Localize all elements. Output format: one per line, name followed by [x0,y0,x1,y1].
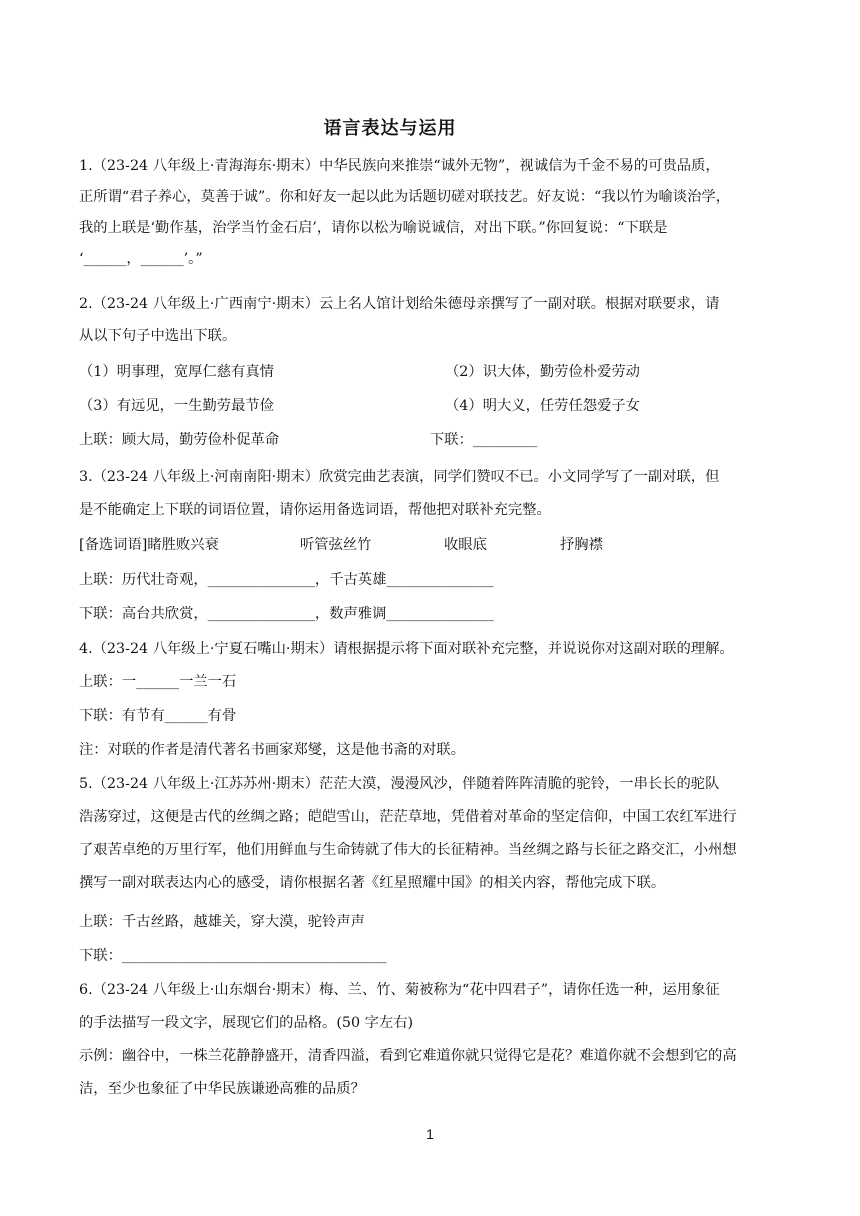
q5-line-3: 了艰苦卓绝的万里行军，他们用鲜血与生命铸就了伟大的长征精神。当丝绸之路与长征之路交汇，小州想 [79,842,737,858]
q3-word-2: 听管弦丝竹 [300,537,372,553]
q4-upper-couplet: 上联：一______一兰一石 [79,674,237,690]
q2-line-1: 2.（23-24 八年级上·广西南宁·期末）云上名人馆计划给朱德母亲撰写了一副对联。根据对联要求，请 [79,296,720,312]
q5-line-1: 5.（23-24 八年级上·江苏苏州·期末）茫茫大漠，漫漫风沙，伴随着阵阵清脆的驼铃，一串长长的驼队 [79,776,720,792]
q5-line-2: 浩荡穿过，这便是古代的丝绸之路；皑皑雪山，茫茫草地，凭借着对革命的坚定信仰，中国工农红军进行 [79,809,737,825]
q1-line-4: ‘______，______’。” [79,251,203,267]
q3-upper-couplet: 上联：历代壮奇观，_______________，千古英雄_______________ [79,572,494,588]
q3-line-1: 3.（23-24 八年级上·河南南阳·期末）欣赏完曲艺表演，同学们赞叹不已。小文同学写了一副对联，但 [79,469,720,485]
q5-line-4: 撰写一副对联表达内心的感受，请你根据名著《红星照耀中国》的相关内容，帮他完成下联。 [79,875,666,891]
q2-upper-couplet: 上联：顾大局，勤劳俭朴促革命 [79,432,280,448]
q5-lower-couplet: 下联：_____________________________________ [79,948,387,964]
q1-line-1: 1.（23-24 八年级上·青海海东·期末）中华民族向来推崇“诚外无物”，视诚信为千金不易的可贵品质， [79,158,720,174]
q6-line-1: 6.（23-24 八年级上·山东烟台·期末）梅、兰、竹、菊被称为“花中四君子”，请你任选一种，运用象征 [79,982,720,998]
q3-word-4: 抒胸襟 [560,537,603,553]
q3-lower-couplet: 下联：高台共欣赏，_______________，数声雅调_______________ [79,606,494,622]
q3-word-1: [备选词语]睹胜败兴衰 [79,537,219,553]
q2-option-1: （1）明事理，宽厚仁慈有真情 [79,364,274,380]
q6-example-line-1: 示例：幽谷中，一株兰花静静盛开，清香四溢，看到它难道你就只觉得它是花？难道你就不会想到它的高 [79,1048,737,1064]
q3-line-2: 是不能确定上下联的词语位置，请你运用备选词语，帮他把对联补充完整。 [79,502,551,518]
q2-option-2: （2）识大体，勤劳俭朴爱劳动 [445,364,640,380]
q2-lower-couplet: 下联：_________ [430,432,538,448]
page-number: 1 [426,1126,434,1142]
page-title: 语言表达与运用 [323,118,457,139]
q3-word-3: 收眼底 [444,537,487,553]
q2-option-3: （3）有远见，一生勤劳最节俭 [79,398,274,414]
q4-lower-couplet: 下联：有节有______有骨 [79,708,237,724]
q6-line-2: 的手法描写一段文字，展现它们的品格。(50 字左右) [79,1015,414,1031]
q2-line-2: 从以下句子中选出下联。 [79,328,237,344]
q1-line-3: 我的上联是‘勤作基，治学当竹金石启’，请你以松为喻说诚信，对出下联。”你回复说：“下联是 [79,220,668,236]
q2-option-4: （4）明大义，任劳任怨爱子女 [445,398,640,414]
q1-line-2: 正所谓“君子养心，莫善于诚”。你和好友一起以此为话题切磋对联技艺。好友说：“我以竹为喻谈治学， [79,189,730,205]
q4-line-1: 4.（23-24 八年级上·宁夏石嘴山·期末）请根据提示将下面对联补充完整，并说说你对这副对联的理解。 [79,641,734,657]
q5-upper-couplet: 上联：千古丝路，越雄关，穿大漠，驼铃声声 [79,914,365,930]
q4-note: 注：对联的作者是清代著名书画家郑燮，这是他书斋的对联。 [79,742,466,758]
q6-example-line-2: 洁，至少也象征了中华民族谦逊高雅的品质？ [79,1081,365,1097]
